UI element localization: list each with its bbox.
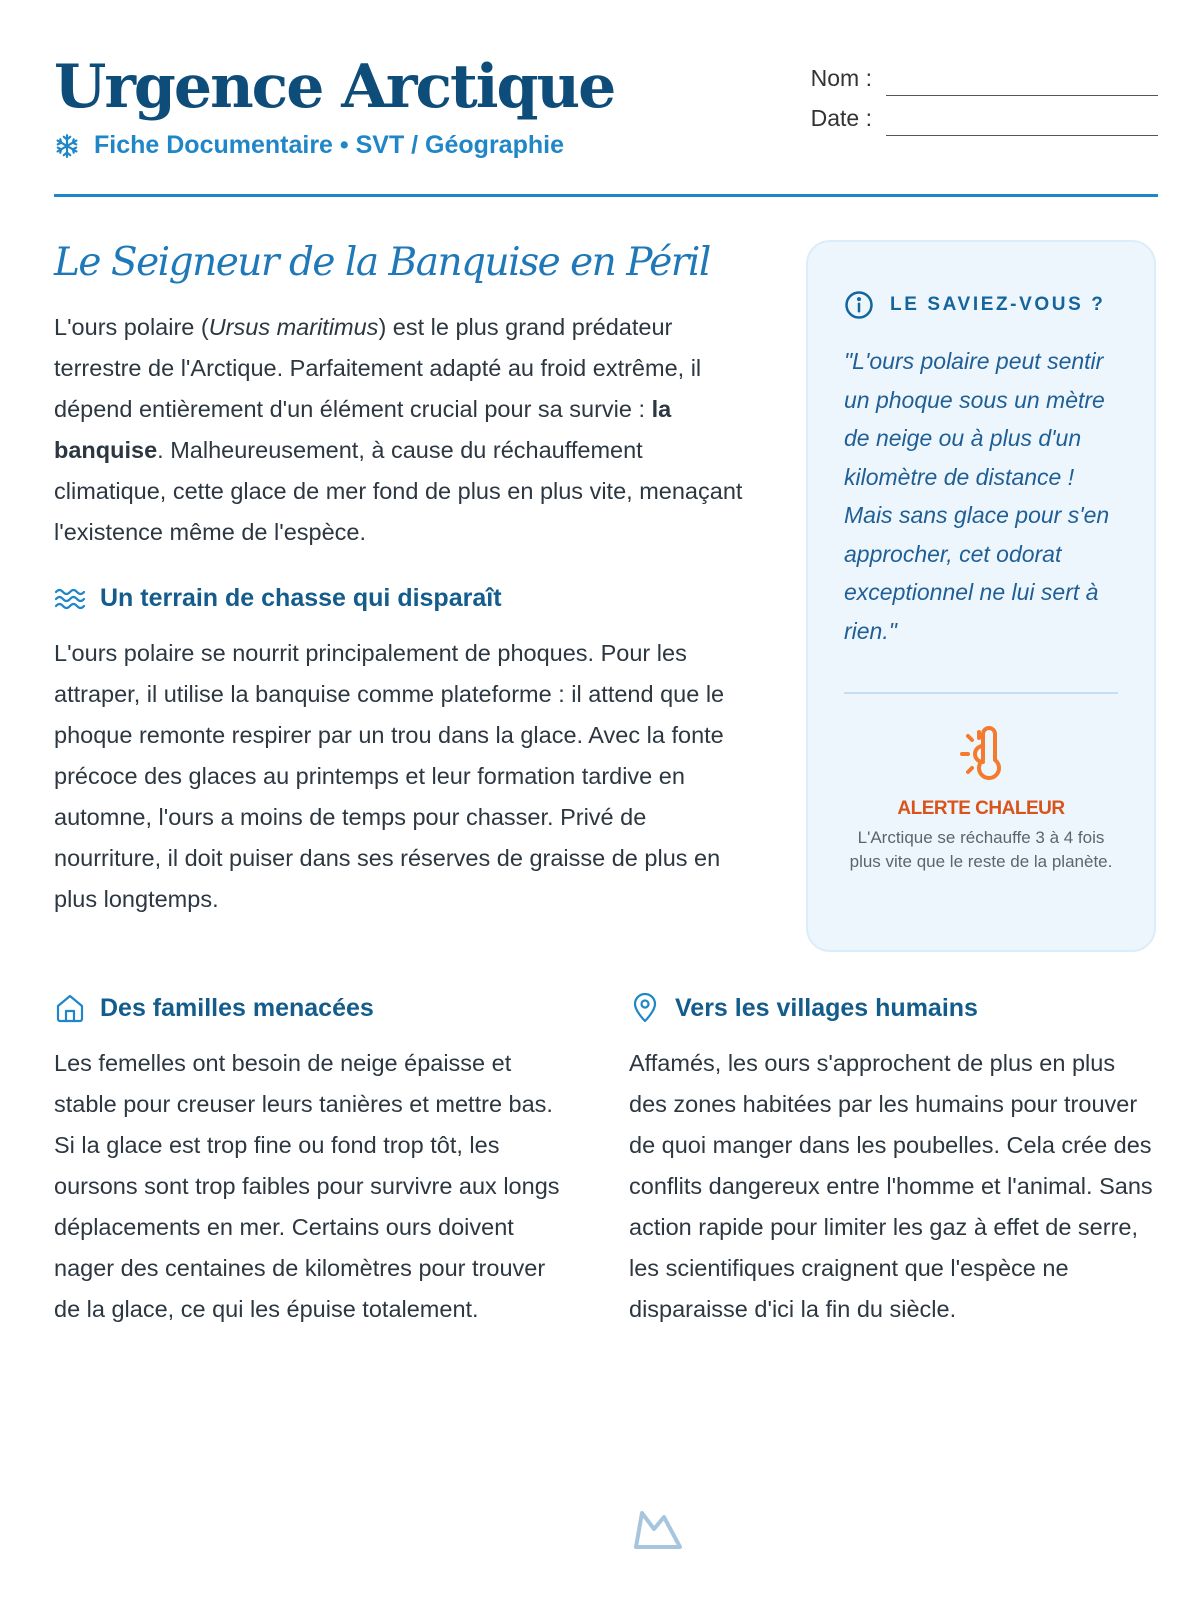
page-title: Urgence Arctique — [54, 52, 615, 122]
hunting-heading-text: Un terrain de chasse qui disparaît — [100, 583, 502, 612]
villages-heading-text: Vers les villages humains — [675, 994, 978, 1022]
date-line[interactable] — [886, 105, 1158, 136]
name-line[interactable] — [886, 65, 1158, 96]
aside-divider — [844, 692, 1118, 694]
heat-alert-text: L'Arctique se réchauffe 3 à 4 fois plus vite que le reste de la planète. — [849, 827, 1113, 871]
info-icon — [844, 290, 874, 320]
thermometer-sun-icon — [949, 722, 1013, 786]
families-column — [54, 993, 574, 1330]
villages-paragraph: Affamés, les ours s'approchent de plus en plus des zones habitées par les humains pour trouver de quoi manger dans les poubelles. Cela crée des conflits dangereux entre l'homme et l'animal. Sans action rapide pour limiter les gaz à effet de serre, les scientifiques craignent que l'espèce ne disparaisse d'ici la fin du siècle. — [629, 1050, 1153, 1322]
name-label: Nom : — [810, 65, 872, 91]
waves-icon — [54, 583, 86, 613]
intro-paragraph — [54, 307, 754, 553]
intro-text-1: L'ours polaire ( — [54, 313, 209, 340]
villages-column — [629, 993, 1159, 1330]
did-you-know-heading — [844, 290, 1118, 320]
did-you-know-box — [806, 240, 1156, 952]
worksheet-page — [54, 0, 1158, 1600]
intro-text-2: ) est le plus grand prédateur terrestre de l'Arctique. Parfaitement adapté au froid extrême, il dépend entièrement d'un élément crucial pour sa survie : — [54, 313, 702, 422]
heat-alert-title: ALERTE CHALEUR — [897, 797, 1065, 819]
section-title: Le Seigneur de la Banquise en Péril — [54, 240, 710, 285]
subtitle-text: Fiche Documentaire • SVT / Géographie — [94, 131, 564, 159]
families-heading-text: Des familles menacées — [100, 994, 374, 1022]
name-field-row — [808, 56, 1158, 96]
intro-text-3: . Malheureusement, à cause du réchauffement climatique, cette glace de mer fond de plus en plus vite, menaçant l'existence même de l'espèce. — [54, 436, 743, 545]
page-subtitle — [54, 131, 564, 160]
date-label: Date : — [810, 105, 872, 131]
hunting-paragraph: L'ours polaire se nourrit principalement de phoques. Pour les attraper, il utilise la banquise comme plateforme : il attend que le phoque remonte respirer par un trou dans la glace. Avec la fonte précoce des glaces au printemps et leur formation tardive en automne, l'ours a moins de temps pour chasser. Privé de nourriture, il doit puiser dans ses réserves de graisse de plus en plus longtemps. — [54, 639, 725, 912]
house-icon — [54, 993, 86, 1023]
key-term: la banquise — [54, 395, 672, 463]
student-fields — [808, 56, 1158, 136]
snowflake-icon — [54, 133, 80, 159]
mountain-logo-icon — [632, 1505, 684, 1551]
map-pin-icon — [629, 993, 661, 1023]
villages-heading — [629, 993, 1159, 1023]
families-heading — [54, 993, 574, 1023]
fact-quote: "L'ours polaire peut sentir un phoque sous un mètre de neige ou à plus d'un kilomètre de distance ! Mais sans glace pour s'en approcher, cet odorat exceptionnel ne lui sert à rien." — [844, 348, 1110, 644]
families-paragraph: Les femelles ont besoin de neige épaisse et stable pour creuser leurs tanières et mettre bas. Si la glace est trop fine ou fond trop tôt, les oursons sont trop faibles pour survivre aux longs déplacements en mer. Certains ours doivent nager des centaines de kilomètres pour trouver de la glace, ce qui les épuise totalement. — [54, 1050, 560, 1322]
header-divider — [54, 194, 1158, 197]
hunting-heading — [54, 583, 754, 613]
main-article — [54, 240, 754, 920]
species-name: Ursus maritimus — [208, 313, 379, 340]
did-you-know-label: LE SAVIEZ-VOUS ? — [890, 294, 1106, 315]
date-field-row — [808, 96, 1158, 136]
